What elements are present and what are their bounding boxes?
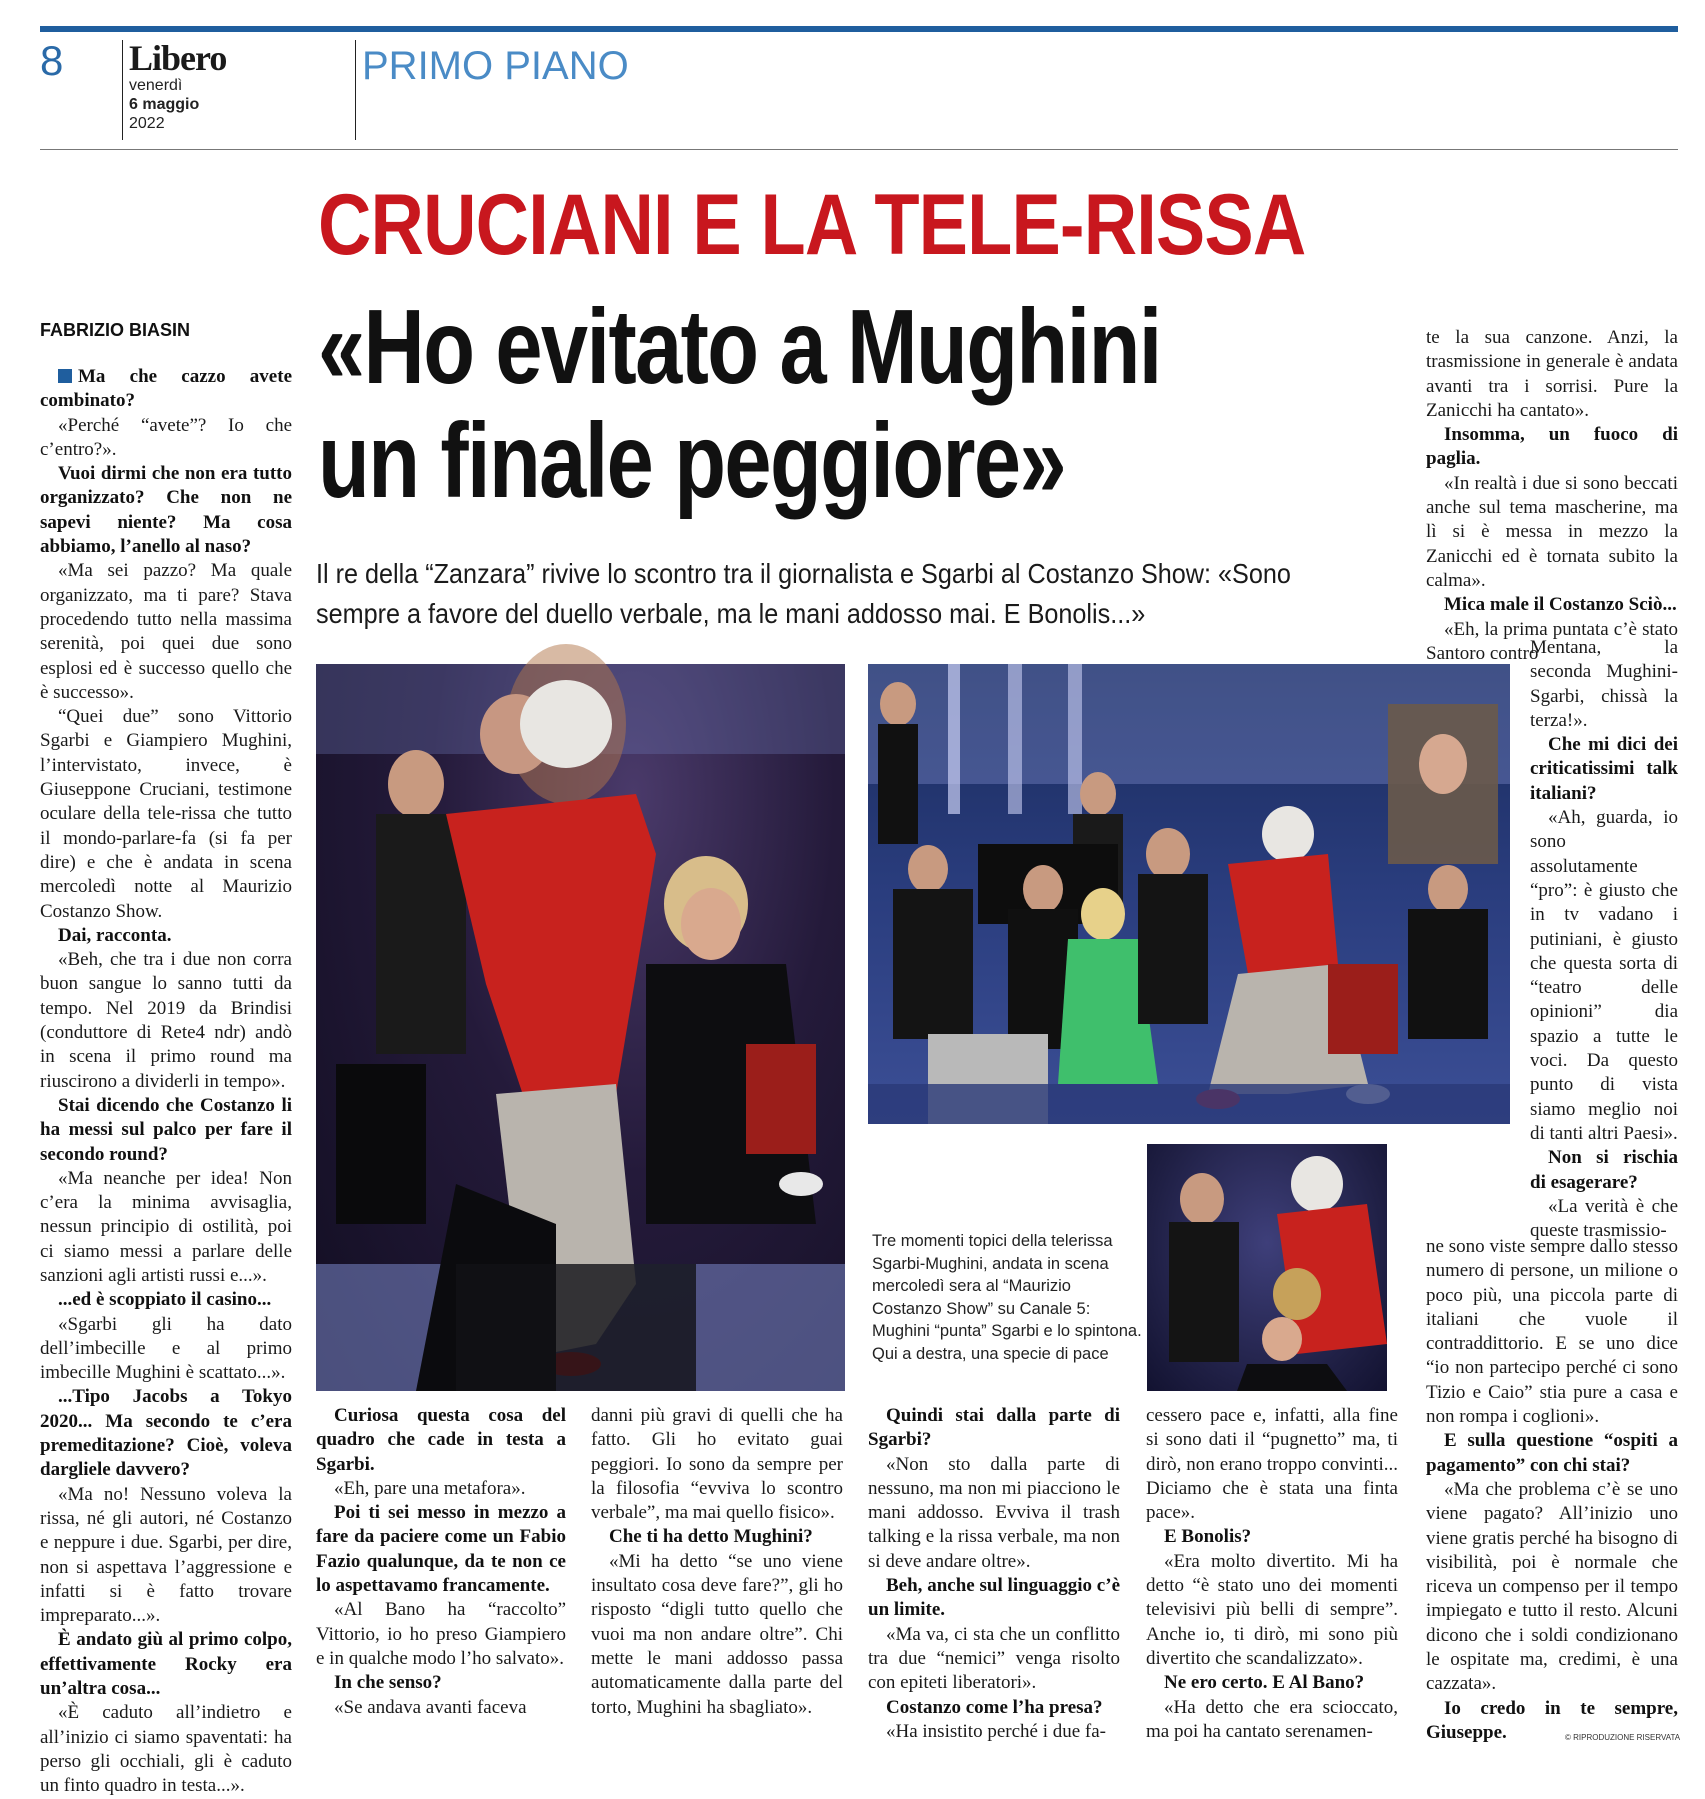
column-6-top <box>1426 326 1678 666</box>
interview-question: Curiosa questa cosa del quadro che cade in testa a Sgarbi. <box>316 1405 566 1475</box>
year: 2022 <box>129 115 165 132</box>
interview-answer: «Ma che problema c’è se uno viene pagato? All’inizio uno viene gratis perché ha bisogno di visibilità, poi è normale che riceva un compenso per il tempo impiegato e tutto il resto. Alcuni dicono che i soldi condizionano le ospitate ma, credimi, è una cazzata». <box>1426 1478 1678 1695</box>
photo-handshake <box>1147 1144 1387 1391</box>
byline: FABRIZIO BIASIN <box>40 320 191 340</box>
logo: Libero <box>129 38 227 78</box>
interview-answer: «La verità è che queste trasmissio- <box>1530 1195 1678 1242</box>
interview-question: Quindi stai dalla parte di Sgarbi? <box>868 1405 1120 1451</box>
interview-question: Io credo in te sempre, Giuseppe. <box>1426 1697 1678 1743</box>
interview-answer: «Se andava avanti faceva <box>334 1696 527 1718</box>
column-2 <box>316 1404 566 1720</box>
column-3 <box>591 1404 843 1720</box>
interview-question: Stai dicendo che Costanzo li ha messi sul palco per fare il secondo round? <box>40 1094 292 1165</box>
interview-answer: «Beh, che tra i due non corra buon sangue lo sanno tutti da tempo. Nel 2019 da Brindisi (conduttore di Rete4 ndr) andò in scena il primo round ma riuscirono a dividerli in tempo». <box>40 949 292 1092</box>
top-rule <box>40 26 1678 32</box>
interview-answer: «È caduto all’indietro e all’inizio ci siamo spaventati: ha perso gli occhiali, gli è caduto un finto quadro in testa...». <box>40 1702 292 1797</box>
section-title: PRIMO PIANO <box>362 44 629 88</box>
interview-answer: «Al Bano ha “raccolto” Vittorio, io ho preso Giampiero e in qualche modo l’ho salvato». <box>316 1599 566 1669</box>
column-1 <box>40 365 292 1799</box>
interview-answer: Mentana, la seconda Mughini-Sgarbi, chissà la terza!». <box>1530 637 1678 731</box>
masthead-divider <box>355 40 356 140</box>
interview-question: Non si rischia di esagerare? <box>1530 1147 1678 1193</box>
header-rule <box>40 149 1678 150</box>
lead-question-text: Ma che cazzo avete combinato? <box>40 366 292 412</box>
interview-question: Vuoi dirmi che non era tutto organizzato? Che non ne sapevi niente? Ma cosa abbiamo, l’anello al naso? <box>40 463 292 558</box>
standfirst: Il re della “Zanzara” rivive lo scontro tra il giornalista e Sgarbi al Costanzo Show: «Sono sempre a favore del duello verbale, ma le mani addosso mai. E Bonolis...» <box>316 558 1291 629</box>
interview-question: Dai, racconta. <box>58 924 172 946</box>
column-6-mid <box>1530 636 1678 1243</box>
interview-answer: «In realtà i due si sono beccati anche sul tema mascherine, ma lì si è messa in mezzo la Zanicchi ed è tornata subito la calma». <box>1426 472 1678 591</box>
interview-answer: «Ah, guarda, io sono assolutamente “pro”: è giusto che in tv vadano i putiniani, è giusto che questa sorta di “teatro delle opinioni” dia spazio a tutte le voci. Da questo punto di vista siamo meglio noi di tanti altri Paesi». <box>1530 807 1678 1144</box>
interview-answer: «Sgarbi gli ha dato dell’imbecille e al primo imbecille Mughini è scattato...». <box>40 1313 292 1384</box>
interview-answer: «Mi ha detto “se uno viene insultato cosa deve fare?”, gli ho risposto “digli tutto quello che vuoi ma non andare oltre”. Chi mette le mani addosso passa automaticamente dalla parte del torto, Mughini ha sbagliato». <box>591 1550 843 1718</box>
photo-caption: Tre momenti topici della telerissa Sgarbi-Mughini, andata in scena mercoledì sera al “Maurizio Costanzo Show” su Canale 5: Mughini “punta” Sgarbi e lo spintona. Qui a destra, una specie di pace <box>872 1232 1142 1363</box>
interview-answer: «Non sto dalla parte di nessuno, ma non mi piacciono le mani addosso. Evviva il trash talking e la rissa verbale, ma non si deve andare oltre». <box>868 1453 1120 1572</box>
column-4 <box>868 1404 1120 1744</box>
interview-question: Insomma, un fuoco di paglia. <box>1426 424 1678 470</box>
date: 6 maggio <box>129 96 200 113</box>
interview-answer: «Perché “avete”? Io che c’entro?». <box>40 414 292 460</box>
interview-question: Beh, anche sul linguaggio c’è un limite. <box>868 1575 1120 1621</box>
interview-answer: «Ma no! Nessuno voleva la rissa, né gli autori, né Costanzo e neppure i due. Sgarbi, per dire, non si aspettava l’aggressione e infatti si è fatto trovare impreparato...». <box>40 1483 292 1627</box>
interview-answer: «Ha insistito perché i due fa- <box>886 1720 1107 1742</box>
interview-answer: «Eh, la prima puntata c’è stato Santoro contro <box>1426 618 1678 664</box>
interview-question <box>40 365 292 414</box>
interview-question: ...Tipo Jacobs a Tokyo 2020... Ma secondo te c’era premeditazione? Cioè, voleva dargliele davvero? <box>40 1386 292 1481</box>
interview-question: In che senso? <box>334 1672 442 1694</box>
column-5 <box>1146 1404 1398 1744</box>
interview-question: E sulla questione “ospiti a pagamento” con chi stai? <box>1426 1430 1678 1476</box>
interview-answer: te la sua canzone. Anzi, la trasmissione in generale è andata avanti tra i sorrisi. Pure la Zanicchi ha cantato». <box>1426 327 1678 421</box>
interview-question: Poi ti sei messo in mezzo a fare da paciere come un Fabio Fazio qualunque, da te non ce lo aspettavamo francamente. <box>316 1502 566 1597</box>
interview-answer: «Era molto divertito. Mi ha detto “è stato uno dei momenti televisivi più belli di sempre”. Anche io, ti dirò, mi sono più divertito che scandalizzato». <box>1146 1550 1398 1669</box>
interview-answer: «Ma neanche per idea! Non c’era la minima avvisaglia, nessun principio di ostilità, poi ci siamo messi a parlare delle sanzioni agli artisti russi e...». <box>40 1167 292 1286</box>
interview-answer: “Quei due” sono Vittorio Sgarbi e Giampiero Mughini, l’intervistato, invece, è Giuseppone Cruciani, testimone oculare della tele-rissa che tutto il mondo-parlare-fa (si fa per dire) e che è andata in scena mercoledì notte al Maurizio Costanzo Show. <box>40 706 292 922</box>
lead-square-icon <box>58 369 72 383</box>
interview-question: E Bonolis? <box>1164 1526 1252 1548</box>
interview-answer: «Ma sei pazzo? Ma quale organizzato, ma ti pare? Stava procedendo tutto nella massima serenità, poi quei due sono esplosi ed è successo quello che è successo». <box>40 560 292 703</box>
interview-answer: «Ha detto che era scioccato, ma poi ha cantato serenamen- <box>1146 1696 1398 1742</box>
interview-question: Mica male il Costanzo Sciò... <box>1444 594 1677 616</box>
interview-answer: «Eh, pare una metafora». <box>334 1477 526 1499</box>
photo-scuffle-stage <box>868 664 1510 1124</box>
interview-answer: cessero pace e, infatti, alla fine si sono dati il “pugnetto” ma, ti dirò, non erano troppo convinti... Diciamo che è stata una finta pace». <box>1146 1405 1398 1524</box>
interview-question: È andato giù al primo colpo, effettivamente Rocky era un’altra cosa... <box>40 1629 292 1700</box>
copyright: © RIPRODUZIONE RISERVATA <box>1565 1733 1681 1742</box>
interview-question: Ne ero certo. E Al Bano? <box>1164 1672 1365 1694</box>
interview-answer: danni più gravi di quelli che ha fatto. Gli ho evitato guai peggiori. Io sono da sempre per la filosofia “evviva lo scontro verbale”, ma mai quello fisico». <box>591 1405 843 1524</box>
masthead <box>122 40 226 140</box>
interview-answer: ne sono viste sempre dallo stesso numero di persone, un milione o poco più, una piccola parte di italiani che vuole il contraddittorio. E se uno dice “io non partecipo perché ci sono Tizio e Caio” stia pure a casa e non rompa i coglioni». <box>1426 1236 1678 1428</box>
interview-question: Che ti ha detto Mughini? <box>609 1526 813 1548</box>
interview-question: ...ed è scoppiato il casino... <box>58 1289 272 1311</box>
page-number: 8 <box>40 37 64 84</box>
interview-question: Che mi dici dei criticatissimi talk italiani? <box>1530 734 1678 804</box>
weekday: venerdì <box>129 77 183 94</box>
photo-scuffle-left <box>316 664 845 1391</box>
kicker: CRUCIANI E LA TELE-RISSA <box>318 177 1306 273</box>
headline: «Ho evitato a Mughini un finale peggiore» <box>318 288 1161 520</box>
interview-question: Costanzo come l’ha presa? <box>886 1696 1103 1718</box>
interview-answer: «Ma va, ci sta che un conflitto tra due “nemici” venga risolto con epiteti liberatori». <box>868 1623 1120 1694</box>
column-6-bottom <box>1426 1235 1681 1745</box>
